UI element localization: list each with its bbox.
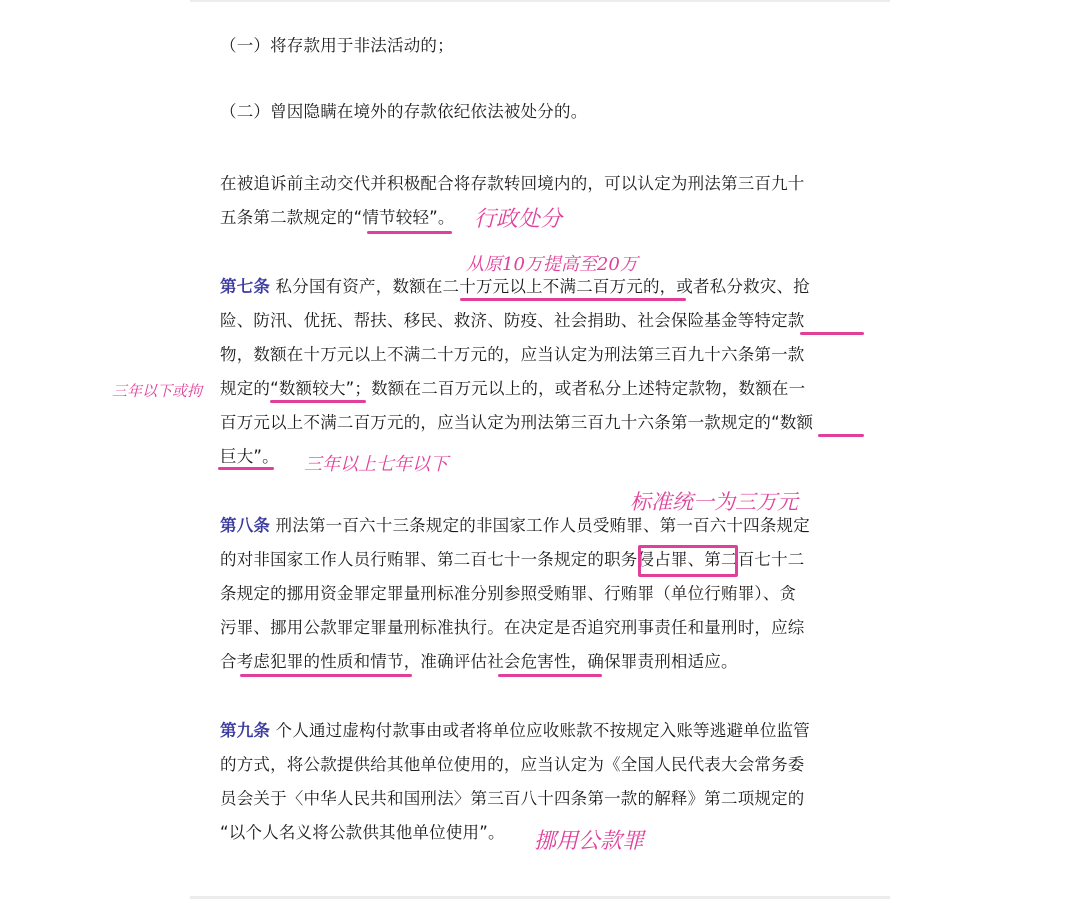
box-embezzlement bbox=[638, 545, 738, 577]
article7-line-1 bbox=[220, 276, 810, 298]
underline-nature-circumstances bbox=[240, 674, 412, 677]
article9-line-4: “以个人名义将公款供其他单位使用”。 bbox=[220, 823, 505, 842]
page-bottom-edge bbox=[190, 896, 890, 899]
article7-line-5: 百万元以上不满二百万元的，应当认定为刑法第三百九十六条第一款规定的“数额 bbox=[220, 413, 814, 432]
annotation-raised-threshold: 从原10万提高至20万 bbox=[466, 254, 638, 275]
annotation-under-three-years: 三年以下或拘 bbox=[112, 382, 203, 400]
annotation-unified-standard: 标准统一为三万元 bbox=[630, 490, 798, 514]
article8-line-3: 条规定的挪用资金罪定罪量刑标准分别参照受贿罪、行贿罪（单位行贿罪）、贪 bbox=[220, 584, 797, 603]
annotation-three-to-seven: 三年以上七年以下 bbox=[304, 454, 448, 475]
article7-heading: 第七条 bbox=[220, 277, 271, 296]
article8-line-5: 合考虑犯罪的性质和情节，准确评估社会危害性，确保罪责刑相适应。 bbox=[220, 652, 738, 671]
article7-text-1: 私分国有资产，数额在二十万元以上不满二百万元的，或者私分救灾、抢 bbox=[270, 277, 810, 296]
article7-line-6: 巨大”。 bbox=[220, 447, 279, 466]
underline-social-harm bbox=[498, 674, 602, 677]
article7-line-3: 物，数额在十万元以上不满二十万元的，应当认定为刑法第三百九十六条第一款 bbox=[220, 345, 805, 364]
page-top-edge bbox=[190, 0, 890, 2]
article9-line-1 bbox=[220, 720, 810, 742]
underline-qingjie-jiaoqing bbox=[367, 231, 452, 234]
article8-text-1: 刑法第一百六十三条规定的非国家工作人员受贿罪、第一百六十四条规定 bbox=[270, 516, 810, 535]
underline-judа-end bbox=[218, 467, 274, 470]
article9-text-1: 个人通过虚构付款事由或者将单位应收账款不按规定入账等逃避单位监管 bbox=[270, 721, 810, 740]
intro-line-1: 在被追诉前主动交代并积极配合将存款转回境内的，可以认定为刑法第三百九十 bbox=[220, 174, 805, 193]
article8-heading: 第八条 bbox=[220, 516, 271, 535]
article9-line-3: 员会关于〈中华人民共和国刑法〉第三百八十四条第一款的解释》第二项规定的 bbox=[220, 789, 805, 808]
annotation-admin-penalty: 行政处分 bbox=[474, 207, 563, 232]
underline-special-funds bbox=[800, 332, 864, 335]
article9-heading: 第九条 bbox=[220, 721, 271, 740]
article7-line-2: 险、防汛、优抚、帮扶、移民、救济、防疫、社会捐助、社会保险基金等特定款 bbox=[220, 311, 805, 330]
list-item-2: （二）曾因隐瞒在境外的存款依纪依法被处分的。 bbox=[220, 102, 588, 121]
list-item-1: （一）将存款用于非法活动的； bbox=[220, 36, 454, 55]
article7-line-4: 规定的“数额较大”；数额在二百万元以上的，或者私分上述特定款物，数额在一 bbox=[220, 379, 806, 398]
article9-line-2: 的方式，将公款提供给其他单位使用的，应当认定为《全国人民代表大会常务委 bbox=[220, 755, 805, 774]
underline-shue-jiaoda bbox=[270, 400, 366, 403]
intro-line-2: 五条第二款规定的“情节较轻”。 bbox=[220, 208, 455, 227]
article8-line-4: 污罪、挪用公款罪定罪量刑标准执行。在决定是否追究刑事责任和量刑时，应综 bbox=[220, 618, 805, 637]
underline-amount-range bbox=[460, 298, 686, 301]
article8-line-1 bbox=[220, 515, 810, 537]
article8-line-2: 的对非国家工作人员行贿罪、第二百七十一条规定的职务侵占罪、第二百七十二 bbox=[220, 550, 805, 569]
underline-shue-start bbox=[818, 434, 864, 437]
annotation-misappropriation: 挪用公款罪 bbox=[534, 829, 645, 854]
